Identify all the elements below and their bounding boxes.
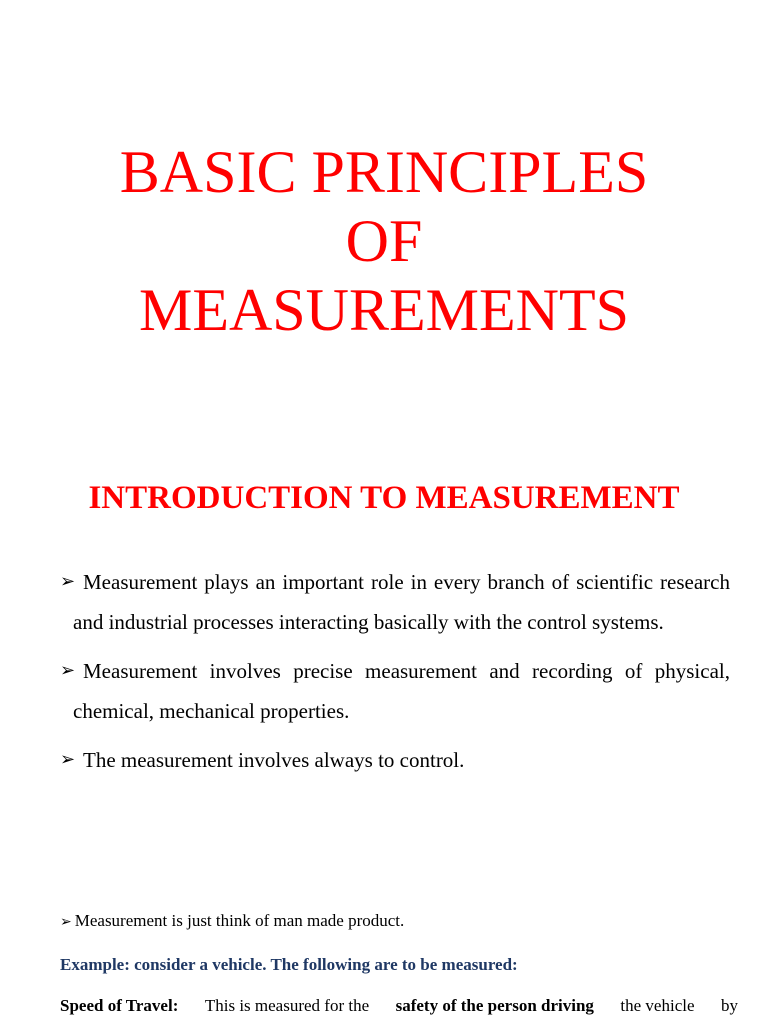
section-heading: INTRODUCTION TO MEASUREMENT <box>88 480 680 516</box>
bullet-text: The measurement involves always to control. <box>83 748 465 772</box>
bullet-text: Measurement plays an important role in every branch of scientific research and industrial processes interacting basically with the control systems. <box>73 570 730 634</box>
arrowhead-bullet-icon: ➢ <box>60 660 76 681</box>
bullet-text: Measurement involves precise measurement and recording of physical, chemical, mechanical properties. <box>73 659 730 723</box>
speed-paragraph <box>60 993 738 1019</box>
bullet-item-1 <box>60 562 730 642</box>
speed-text-2: the vehicle <box>620 996 695 1015</box>
bullet-item-2 <box>60 651 730 731</box>
title-line-1: BASIC PRINCIPLES <box>119 139 649 205</box>
speed-label: Speed of Travel: <box>60 996 179 1015</box>
bullet-item-3 <box>60 740 730 780</box>
title-line-2: OF <box>345 208 423 274</box>
arrowhead-bullet-icon: ➢ <box>60 749 76 770</box>
document-title <box>0 138 768 345</box>
speed-text-1: This is measured for the <box>204 996 370 1015</box>
title-line-3: MEASUREMENTS <box>138 277 630 343</box>
speed-emphasis: safety of the person driving <box>395 996 594 1015</box>
speed-text-3: by <box>720 996 738 1015</box>
note-bullet <box>60 908 404 935</box>
arrowhead-bullet-icon: ➢ <box>60 914 72 930</box>
arrowhead-bullet-icon: ➢ <box>60 571 76 592</box>
bullet-list <box>60 562 730 789</box>
note-text: Measurement is just think of man made product. <box>74 911 405 930</box>
example-heading: Example: consider a vehicle. The following are to be measured: <box>60 955 518 974</box>
